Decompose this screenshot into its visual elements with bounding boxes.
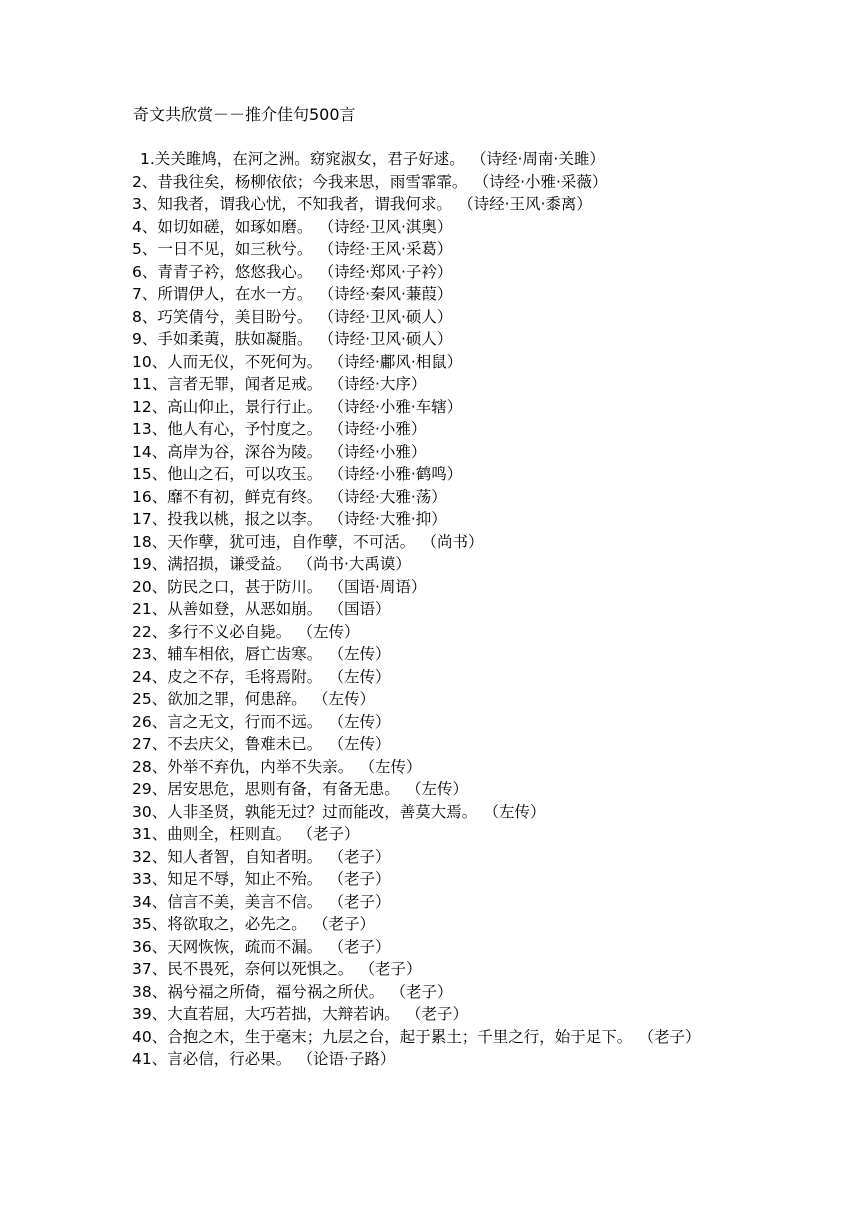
quote-number: 41、 (132, 1050, 168, 1068)
quote-item (132, 418, 732, 441)
quote-number: 22、 (132, 622, 168, 641)
quote-text: 青青子衿，悠悠我心。 (157, 262, 313, 281)
quote-source: （诗经·小雅·鹤鸣） (336, 465, 463, 483)
quote-number: 15、 (132, 465, 168, 483)
quote-number: 25、 (132, 690, 168, 708)
quote-number: 33、 (132, 870, 168, 888)
quote-source: （诗经·鄘风·相鼠） (336, 352, 463, 371)
quote-source: （诗经·卫风·硕人） (326, 307, 453, 326)
quote-source: （诗经·王风·黍离） (465, 195, 592, 213)
quote-number: 13、 (132, 420, 168, 438)
quote-item (132, 306, 732, 329)
quote-number: 21、 (132, 600, 168, 618)
quote-source: （老子） (646, 1027, 701, 1046)
quote-item (132, 711, 732, 734)
quote-text: 曲则全，枉则直。 (167, 825, 292, 843)
quote-item (132, 643, 732, 666)
quote-number: 19、 (132, 555, 168, 573)
quote-number: 40、 (132, 1027, 168, 1046)
quote-text: 知足不辱，知止不殆。 (167, 870, 323, 888)
quote-number: 12、 (132, 397, 168, 416)
quote-item (132, 1003, 732, 1026)
quote-source: （左传） (367, 757, 422, 776)
quote-item (132, 396, 732, 419)
quote-text: 知我者，谓我心忧，不知我者，谓我何求。 (157, 195, 452, 213)
quote-text: 皮之不存，毛将焉附。 (167, 667, 323, 686)
quote-number: 17、 (132, 510, 168, 528)
quote-text: 居安思危，思则有备，有备无患。 (167, 780, 400, 798)
quote-text: 他人有心，予忖度之。 (167, 420, 323, 438)
quote-number: 39、 (132, 1005, 168, 1023)
quote-number: 11、 (132, 375, 168, 393)
quote-text: 言之无文，行而不远。 (167, 712, 323, 731)
quote-text: 天网恢恢，疏而不漏。 (167, 937, 323, 956)
quote-number: 9、 (132, 330, 158, 348)
quote-text: 知人者智，自知者明。 (167, 847, 323, 866)
quote-item (132, 868, 732, 891)
quote-item (132, 666, 732, 689)
quote-source: （老子） (320, 915, 375, 933)
quote-number: 36、 (132, 937, 168, 956)
quote-item (132, 351, 732, 374)
quote-source: （老子） (398, 982, 453, 1001)
quote-item (132, 958, 732, 981)
quote-item (132, 778, 732, 801)
quote-text: 合抱之木，生于毫末；九层之台，起于累土；千里之行，始于足下。 (167, 1027, 633, 1046)
quote-source: （诗经·卫风·淇奥） (326, 217, 453, 236)
quote-number: 14、 (132, 442, 168, 461)
quote-item (132, 508, 732, 531)
quote-item (132, 1026, 732, 1049)
quote-item (132, 981, 732, 1004)
document-title: 奇文共欣赏－－推介佳句500言 (133, 105, 356, 124)
quote-number: 23、 (132, 645, 168, 663)
quote-text: 高岸为谷，深谷为陵。 (167, 442, 323, 461)
quote-text: 手如柔荑，肤如凝脂。 (157, 330, 313, 348)
quote-source: （论语·子路） (305, 1050, 396, 1068)
quote-item (132, 1048, 732, 1071)
quote-item (132, 171, 732, 194)
quote-item (132, 598, 732, 621)
quote-text: 他山之石，可以攻玉。 (167, 465, 323, 483)
quote-text: 人而无仪，不死何为。 (167, 352, 323, 371)
quote-item (132, 891, 732, 914)
quote-source: （诗经·小雅·采薇） (481, 172, 608, 191)
quote-item (132, 621, 732, 644)
quote-item (132, 373, 732, 396)
quote-text: 关关雎鸠，在河之洲。窈窕淑女，君子好逑。 (154, 150, 465, 168)
quote-text: 一日不见，如三秋兮。 (157, 240, 313, 258)
quote-source: （诗经·郑风·子衿） (326, 262, 453, 281)
quote-text: 祸兮福之所倚，福兮祸之所伏。 (167, 982, 385, 1001)
quote-source: （诗经·大序） (336, 375, 427, 393)
quote-text: 民不畏死，奈何以死惧之。 (167, 960, 354, 978)
quote-number: 6、 (132, 262, 158, 281)
quote-text: 言者无罪，闻者足戒。 (167, 375, 323, 393)
quote-item (132, 216, 732, 239)
quote-list (132, 148, 732, 1071)
quote-text: 天作孽，犹可违，自作孽，不可活。 (167, 532, 416, 551)
quote-number: 4、 (132, 217, 158, 236)
quote-source: （老子） (336, 847, 391, 866)
quote-number: 38、 (132, 982, 168, 1001)
quote-item (132, 193, 732, 216)
quote-text: 靡不有初，鲜克有终。 (167, 487, 323, 506)
quote-source: （诗经·小雅·车辖） (336, 397, 463, 416)
quote-text: 高山仰止，景行行止。 (167, 397, 323, 416)
quote-item (132, 148, 732, 171)
quote-number: 32、 (132, 847, 168, 866)
quote-number: 34、 (132, 892, 168, 911)
quote-text: 巧笑倩兮，美目盼兮。 (157, 307, 313, 326)
quote-number: 8、 (132, 307, 158, 326)
quote-source: （尚书·大禹谟） (305, 555, 411, 573)
quote-item (132, 328, 732, 351)
quote-number: 27、 (132, 735, 168, 753)
quote-source: （左传） (413, 780, 468, 798)
quote-source: （左传） (336, 735, 391, 753)
quote-text: 言必信，行必果。 (167, 1050, 292, 1068)
quote-text: 投我以桃，报之以李。 (167, 510, 323, 528)
quote-source: （左传） (336, 712, 391, 731)
quote-number: 18、 (132, 532, 168, 551)
quote-item (132, 441, 732, 464)
quote-source: （左传） (336, 667, 391, 686)
quote-item (132, 463, 732, 486)
quote-source: （老子） (336, 937, 391, 956)
quote-number: 30、 (132, 802, 168, 821)
quote-number: 20、 (132, 577, 168, 596)
quote-number: 10、 (132, 352, 168, 371)
quote-item (132, 823, 732, 846)
quote-source: （老子） (305, 825, 360, 843)
quote-source: （左传） (336, 645, 391, 663)
quote-text: 昔我往矣，杨柳依依；今我来思，雨雪霏霏。 (157, 172, 468, 191)
quote-item (132, 733, 732, 756)
quote-text: 将欲取之，必先之。 (167, 915, 307, 933)
quote-item (132, 486, 732, 509)
quote-number: 7、 (132, 285, 158, 303)
quote-source: （诗经·小雅） (336, 420, 427, 438)
quote-number: 31、 (132, 825, 168, 843)
quote-number: 24、 (132, 667, 168, 686)
quote-item (132, 801, 732, 824)
quote-item (132, 576, 732, 599)
quote-text: 不去庆父，鲁难未已。 (167, 735, 323, 753)
quote-item (132, 913, 732, 936)
quote-number: 5、 (132, 240, 158, 258)
quote-source: （老子） (413, 1005, 468, 1023)
quote-source: （诗经·大雅·抑） (336, 510, 447, 528)
quote-text: 人非圣贤，孰能无过？过而能改，善莫大焉。 (167, 802, 478, 821)
quote-text: 辅车相依，唇亡齿寒。 (167, 645, 323, 663)
quote-number: 16、 (132, 487, 168, 506)
quote-number: 37、 (132, 960, 168, 978)
quote-text: 满招损，谦受益。 (167, 555, 292, 573)
quote-item (132, 553, 732, 576)
quote-number: 35、 (132, 915, 168, 933)
quote-item (132, 688, 732, 711)
quote-source: （诗经·王风·采葛） (326, 240, 453, 258)
quote-item (132, 846, 732, 869)
quote-item (132, 531, 732, 554)
quote-source: （国语·周语） (336, 577, 427, 596)
quote-source: （左传） (305, 622, 360, 641)
quote-number: 1. (140, 150, 155, 168)
quote-text: 信言不美，美言不信。 (167, 892, 323, 911)
quote-item (132, 261, 732, 284)
quote-text: 防民之口，甚于防川。 (167, 577, 323, 596)
quote-text: 外举不弃仇，内举不失亲。 (167, 757, 354, 776)
quote-text: 大直若屈，大巧若拙，大辩若讷。 (167, 1005, 400, 1023)
quote-source: （诗经·周南·关雎） (478, 150, 605, 168)
quote-text: 多行不义必自毙。 (167, 622, 292, 641)
quote-source: （老子） (336, 892, 391, 911)
quote-text: 从善如登，从恶如崩。 (167, 600, 323, 618)
quote-item (132, 756, 732, 779)
quote-text: 所谓伊人，在水一方。 (157, 285, 313, 303)
quote-source: （老子） (367, 960, 422, 978)
quote-number: 26、 (132, 712, 168, 731)
quote-source: （国语） (336, 600, 391, 618)
quote-number: 2、 (132, 172, 158, 191)
quote-source: （老子） (336, 870, 391, 888)
quote-number: 3、 (132, 195, 158, 213)
quote-item (132, 283, 732, 306)
quote-text: 如切如磋，如琢如磨。 (157, 217, 313, 236)
quote-source: （左传） (491, 802, 546, 821)
quote-source: （诗经·秦风·蒹葭） (326, 285, 453, 303)
quote-source: （诗经·小雅） (336, 442, 427, 461)
quote-number: 29、 (132, 780, 168, 798)
quote-number: 28、 (132, 757, 168, 776)
quote-source: （诗经·卫风·硕人） (326, 330, 453, 348)
quote-source: （左传） (320, 690, 375, 708)
quote-source: （尚书） (429, 532, 484, 551)
quote-item (132, 936, 732, 959)
quote-text: 欲加之罪，何患辞。 (167, 690, 307, 708)
quote-source: （诗经·大雅·荡） (336, 487, 447, 506)
quote-item (132, 238, 732, 261)
